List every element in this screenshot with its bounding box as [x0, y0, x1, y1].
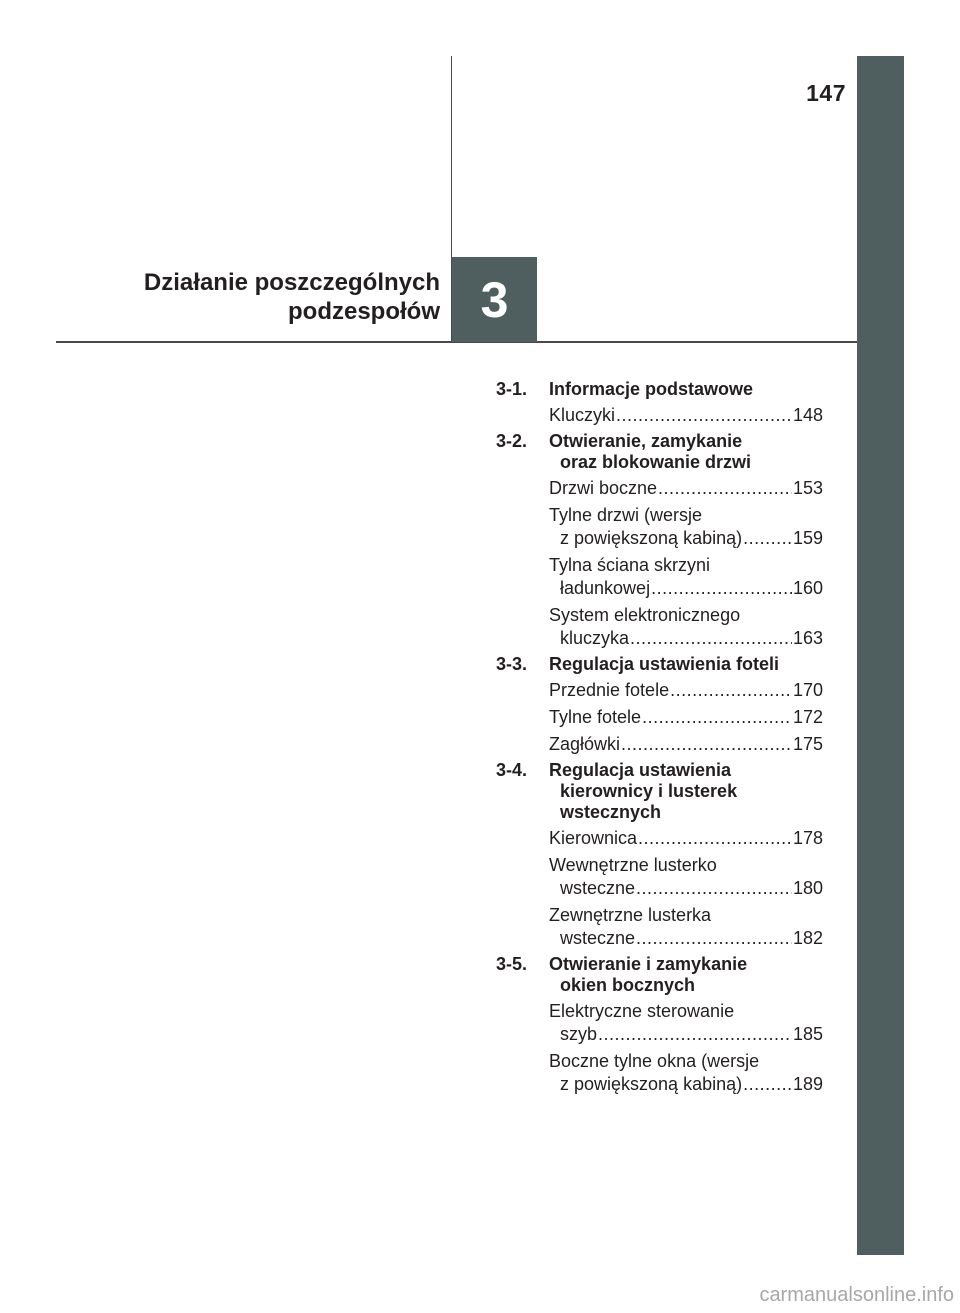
- toc-leader-dots: [621, 733, 792, 756]
- toc-entry-title-line: Tylna ściana skrzyni: [549, 555, 711, 575]
- toc-entry[interactable]: [549, 554, 823, 600]
- toc-entry-page: 160: [792, 578, 823, 598]
- toc-section-title-line: Regulacja ustawienia foteli: [549, 654, 780, 674]
- toc-entry-title-line: Wewnętrzne lusterko: [549, 855, 717, 875]
- toc-entry-title-line: z powiększoną kabiną): [560, 1074, 743, 1094]
- watermark: carmanualsonline.info: [759, 1284, 954, 1306]
- toc-entry-title-line: Tylne drzwi (wersje: [549, 505, 703, 525]
- toc-leader-dots: [598, 1023, 792, 1046]
- toc-entry-title-line: szyb: [560, 1024, 598, 1044]
- toc-entry-title-line: wsteczne: [560, 928, 636, 948]
- toc-section-title-line: oraz blokowanie drzwi: [560, 452, 752, 472]
- chapter-side-tab: [857, 56, 904, 1255]
- toc-section-title-line: okien bocznych: [560, 975, 696, 995]
- toc-entry[interactable]: [549, 733, 823, 756]
- toc-entry-title-line: z powiększoną kabiną): [560, 528, 743, 548]
- toc-entry[interactable]: [549, 854, 823, 900]
- toc-entry-title-line: Elektryczne sterowanie: [549, 1001, 735, 1021]
- toc-section: [496, 954, 823, 996]
- toc-section-title-line: wstecznych: [560, 802, 662, 822]
- chapter-title-line: podzespołów: [288, 298, 440, 325]
- toc-entry-title-line: Przednie fotele: [549, 680, 670, 700]
- toc-entry[interactable]: [549, 604, 823, 650]
- toc-section-title-line: kierownicy i lusterek: [560, 781, 738, 801]
- toc-entry-page: 170: [792, 680, 823, 700]
- toc-entry-title-line: kluczyka: [560, 628, 630, 648]
- toc-entry-page: 178: [792, 828, 823, 848]
- toc-entry[interactable]: [549, 679, 823, 702]
- toc-section-title: [549, 954, 823, 996]
- toc-leader-dots: [743, 1073, 792, 1096]
- toc-section-title-line: Otwieranie, zamykanie: [549, 431, 743, 451]
- table-of-contents: [496, 379, 823, 1096]
- page-number: 147: [806, 80, 846, 106]
- toc-leader-dots: [636, 877, 792, 900]
- toc-entry-title-line: ładunkowej: [560, 578, 651, 598]
- toc-entry-title-line: Tylne fotele: [549, 707, 642, 727]
- toc-section-number: 3-4.: [496, 760, 528, 780]
- toc-entry[interactable]: [549, 904, 823, 950]
- toc-entry-title-line: Boczne tylne okna (wersje: [549, 1051, 760, 1071]
- toc-entry-title-line: Zewnętrzne lusterka: [549, 905, 712, 925]
- toc-entry-page: 175: [792, 734, 823, 754]
- toc-section-title-line: Informacje podstawowe: [549, 379, 754, 399]
- toc-entry[interactable]: [549, 477, 823, 500]
- toc-section-title-line: Regulacja ustawienia: [549, 760, 732, 780]
- toc-leader-dots: [638, 827, 792, 850]
- toc-entry-title-line: Zagłówki: [549, 734, 621, 754]
- toc-leader-dots: [630, 627, 792, 650]
- toc-section-title: [549, 760, 823, 823]
- toc-section: [496, 379, 823, 400]
- chapter-number-badge: 3: [452, 257, 537, 342]
- toc-entry[interactable]: [549, 504, 823, 550]
- toc-section-title-line: Otwieranie i zamykanie: [549, 954, 748, 974]
- toc-leader-dots: [616, 404, 792, 427]
- toc-entry[interactable]: [549, 1000, 823, 1046]
- toc-entry-title-line: System elektronicznego: [549, 605, 741, 625]
- toc-entry-title-line: wsteczne: [560, 878, 636, 898]
- toc-entry-page: 172: [792, 707, 823, 727]
- chapter-title: [60, 268, 440, 326]
- toc-section: [496, 760, 823, 823]
- toc-entry[interactable]: [549, 1050, 823, 1096]
- toc-leader-dots: [636, 927, 792, 950]
- toc-entry-page: 159: [792, 528, 823, 548]
- toc-entry-title-line: Drzwi boczne: [549, 478, 658, 498]
- chapter-title-line: Działanie poszczególnych: [143, 269, 440, 296]
- toc-leader-dots: [743, 527, 792, 550]
- toc-leader-dots: [670, 679, 792, 702]
- toc-entry-page: 185: [792, 1024, 823, 1044]
- toc-section-number: 3-1.: [496, 379, 528, 399]
- toc-entry-page: 180: [792, 878, 823, 898]
- toc-entry[interactable]: [549, 706, 823, 729]
- toc-entry[interactable]: [549, 404, 823, 427]
- toc-section: [496, 654, 823, 675]
- toc-entry-title-line: Kierownica: [549, 828, 638, 848]
- toc-section-number: 3-2.: [496, 431, 528, 451]
- toc-leader-dots: [642, 706, 792, 729]
- toc-section-number: 3-3.: [496, 654, 528, 674]
- toc-section-title: [549, 379, 823, 400]
- toc-leader-dots: [658, 477, 792, 500]
- toc-section: [496, 431, 823, 473]
- toc-section-title: [549, 431, 823, 473]
- toc-entry[interactable]: [549, 827, 823, 850]
- toc-section-number: 3-5.: [496, 954, 528, 974]
- toc-entry-page: 189: [792, 1074, 823, 1094]
- toc-entry-page: 148: [792, 405, 823, 425]
- toc-entry-page: 182: [792, 928, 823, 948]
- toc-section-title: [549, 654, 823, 675]
- toc-leader-dots: [651, 577, 792, 600]
- toc-entry-page: 153: [792, 478, 823, 498]
- toc-entry-page: 163: [792, 628, 823, 648]
- toc-entry-title-line: Kluczyki: [549, 405, 616, 425]
